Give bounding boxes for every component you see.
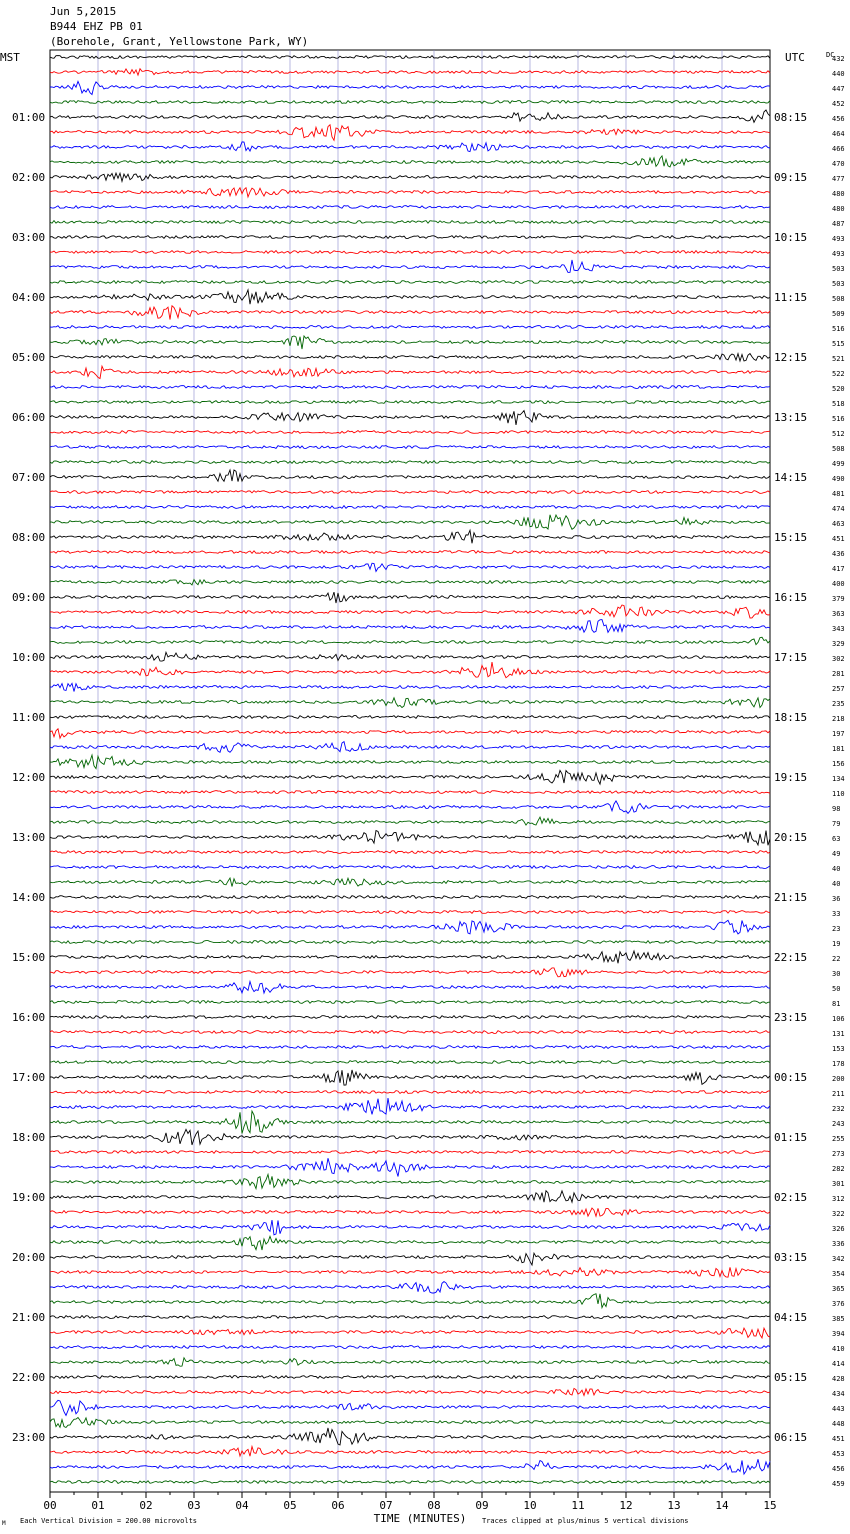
seismic-trace	[50, 515, 770, 530]
x-tick-label: 04	[235, 1499, 249, 1512]
dc-offset-label: 503	[832, 280, 845, 288]
x-tick-label: 15	[763, 1499, 777, 1512]
seismic-trace	[50, 491, 770, 494]
corner-mark: M	[2, 1520, 6, 1527]
left-hour-label: 01:00	[12, 111, 46, 124]
dc-offset-label: 474	[832, 505, 845, 513]
dc-offset-label: 480	[832, 205, 845, 213]
seismic-trace	[50, 1061, 770, 1064]
dc-offset-label: 503	[832, 265, 845, 273]
dc-offset-label: 19	[832, 940, 841, 948]
dc-offset-label: 106	[832, 1015, 845, 1023]
seismic-trace	[50, 1388, 770, 1395]
dc-offset-label: 379	[832, 595, 845, 603]
dc-offset-label: 400	[832, 580, 845, 588]
seismic-trace	[50, 1046, 770, 1049]
dc-offset-label: 428	[832, 1375, 845, 1383]
x-tick-label: 10	[523, 1499, 537, 1512]
left-hour-label: 16:00	[12, 1011, 46, 1024]
seismic-trace	[50, 506, 770, 509]
dc-offset-label: 481	[832, 490, 845, 498]
right-hour-label: 17:15	[774, 651, 808, 664]
dc-offset-label: 508	[832, 295, 845, 303]
traces	[50, 56, 770, 1484]
left-hour-label: 04:00	[12, 291, 46, 304]
header-station: B944 EHZ PB 01	[50, 20, 143, 33]
right-hour-label: 19:15	[774, 771, 808, 784]
seismic-trace	[50, 69, 770, 75]
dc-offset-label: 40	[832, 880, 841, 888]
right-hour-label: 02:15	[774, 1191, 808, 1204]
dc-offset-label: 200	[832, 1075, 845, 1083]
dc-offset-label: 453	[832, 1450, 845, 1458]
seismic-trace	[50, 173, 770, 181]
dc-offset-label: 432	[832, 55, 845, 63]
left-hour-label: 08:00	[12, 531, 46, 544]
seismic-trace	[50, 306, 770, 320]
dc-offset-label: 354	[832, 1270, 845, 1278]
dc-offset-label: 451	[832, 1435, 845, 1443]
seismic-trace	[50, 563, 770, 571]
seismic-trace	[50, 716, 770, 719]
dc-offset-label: 281	[832, 670, 845, 678]
right-hour-label: 03:15	[774, 1251, 808, 1264]
dc-offset-label: 452	[832, 100, 845, 108]
seismic-trace	[50, 1400, 770, 1415]
dc-offset-label: 257	[832, 685, 845, 693]
seismic-trace	[50, 366, 770, 378]
seismic-trace	[50, 1001, 770, 1004]
dc-offset-label: 178	[832, 1060, 845, 1068]
seismic-trace	[50, 1151, 770, 1154]
dc-offset-label: 322	[832, 1210, 845, 1218]
left-hour-label: 13:00	[12, 831, 46, 844]
seismic-trace	[50, 236, 770, 239]
left-hour-label: 03:00	[12, 231, 46, 244]
seismic-trace	[50, 401, 770, 404]
dc-offset-label: 477	[832, 175, 845, 183]
seismic-trace	[50, 637, 770, 644]
dc-offset-label: 63	[832, 835, 841, 843]
dc-offset-label: 255	[832, 1135, 845, 1143]
seismic-trace	[50, 188, 770, 197]
dc-offset-label: 273	[832, 1150, 845, 1158]
seismic-trace	[50, 1191, 770, 1203]
seismic-trace	[50, 866, 770, 869]
seismic-trace	[50, 461, 770, 464]
seismic-trace	[50, 251, 770, 254]
right-hour-label: 18:15	[774, 711, 808, 724]
dc-offset-label: 456	[832, 1465, 845, 1473]
dc-offset-label: 516	[832, 415, 845, 423]
dc-offset-label: 522	[832, 370, 845, 378]
seismic-trace	[50, 580, 770, 586]
left-hour-label: 22:00	[12, 1371, 46, 1384]
right-hour-label: 08:15	[774, 111, 808, 124]
right-hour-label: 13:15	[774, 411, 808, 424]
dc-offset-label: 302	[832, 655, 845, 663]
left-hour-label: 05:00	[12, 351, 46, 364]
seismic-trace	[50, 1376, 770, 1379]
right-hour-label: 12:15	[774, 351, 808, 364]
dc-header-label: DC	[826, 51, 835, 59]
seismic-trace	[50, 878, 770, 887]
seismic-trace	[50, 125, 770, 141]
seismic-trace	[50, 260, 770, 272]
x-tick-label: 07	[379, 1499, 393, 1512]
dc-offset-label: 463	[832, 520, 845, 528]
x-tick-label: 00	[43, 1499, 57, 1512]
dc-offset-label: 451	[832, 535, 845, 543]
seismic-trace	[50, 801, 770, 814]
seismic-trace	[50, 326, 770, 329]
left-hour-label: 07:00	[12, 471, 46, 484]
dc-offset-label: 211	[832, 1090, 845, 1098]
seismic-trace	[50, 81, 770, 94]
seismic-trace	[50, 386, 770, 389]
dc-offset-label: 329	[832, 640, 845, 648]
x-tick-label: 09	[475, 1499, 489, 1512]
seismic-trace	[50, 1328, 770, 1338]
left-hour-label: 14:00	[12, 891, 46, 904]
dc-offset-label: 493	[832, 250, 845, 258]
dc-offset-label: 81	[832, 1000, 841, 1008]
seismic-trace	[50, 530, 770, 543]
seismic-trace	[50, 411, 770, 425]
scale-note: Each Vertical Division = 200.00 microvolts	[20, 1517, 198, 1525]
seismic-trace	[50, 1428, 770, 1445]
left-hour-label: 11:00	[12, 711, 46, 724]
seismic-trace	[50, 110, 770, 122]
seismic-trace	[50, 1346, 770, 1349]
dc-offset-label: 326	[832, 1225, 845, 1233]
seismic-trace	[50, 1253, 770, 1265]
dc-offset-label: 218	[832, 715, 845, 723]
dc-offset-label: 459	[832, 1480, 845, 1488]
dc-offset-label: 480	[832, 190, 845, 198]
dc-offset-label: 521	[832, 355, 845, 363]
dc-offset-label: 443	[832, 1405, 845, 1413]
seismic-trace	[50, 354, 770, 361]
right-hour-label: 10:15	[774, 231, 808, 244]
right-hour-label: 15:15	[774, 531, 808, 544]
seismic-trace	[50, 1016, 770, 1019]
seismic-trace	[50, 1459, 770, 1474]
dc-offset-label: 23	[832, 925, 841, 933]
dc-offset-label: 436	[832, 550, 845, 558]
x-tick-label: 13	[667, 1499, 681, 1512]
labels	[12, 55, 845, 1512]
dc-offset-label: 490	[832, 475, 845, 483]
header-location: (Borehole, Grant, Yellowstone Park, WY)	[50, 35, 309, 48]
plot-frame	[50, 50, 770, 1492]
seismic-trace	[50, 742, 770, 753]
seismic-trace	[50, 221, 770, 224]
dc-offset-label: 417	[832, 565, 845, 573]
seismic-trace	[50, 982, 770, 994]
header-date: Jun 5,2015	[50, 5, 117, 18]
dc-offset-label: 456	[832, 115, 845, 123]
seismic-trace	[50, 951, 770, 963]
dc-offset-label: 515	[832, 340, 845, 348]
dc-offset-label: 509	[832, 310, 845, 318]
left-zone-label: MST	[0, 51, 20, 64]
x-tick-label: 05	[283, 1499, 297, 1512]
x-tick-label: 12	[619, 1499, 633, 1512]
dc-offset-label: 518	[832, 400, 845, 408]
dc-offset-label: 385	[832, 1315, 845, 1323]
dc-offset-label: 30	[832, 970, 841, 978]
dc-offset-label: 98	[832, 805, 841, 813]
seismic-trace	[50, 1447, 770, 1457]
left-hour-label: 12:00	[12, 771, 46, 784]
left-hour-label: 15:00	[12, 951, 46, 964]
seismic-trace	[50, 281, 770, 284]
left-hour-label: 02:00	[12, 171, 46, 184]
seismic-trace	[50, 1091, 770, 1094]
seismic-trace	[50, 652, 770, 661]
seismic-trace	[50, 770, 770, 784]
dc-offset-label: 36	[832, 895, 841, 903]
x-tick-label: 08	[427, 1499, 441, 1512]
right-hour-label: 20:15	[774, 831, 808, 844]
dc-offset-label: 312	[832, 1195, 845, 1203]
seismic-trace	[50, 290, 770, 304]
seismic-trace	[50, 1158, 770, 1176]
seismic-trace	[50, 968, 770, 977]
dc-offset-label: 131	[832, 1030, 845, 1038]
dc-offset-label: 512	[832, 430, 845, 438]
dc-offset-label: 363	[832, 610, 845, 618]
dc-offset-label: 508	[832, 445, 845, 453]
dc-offset-label: 394	[832, 1330, 845, 1338]
dc-offset-label: 520	[832, 385, 845, 393]
left-hour-label: 17:00	[12, 1071, 46, 1084]
right-zone-label: UTC	[785, 51, 805, 64]
dc-offset-label: 466	[832, 145, 845, 153]
dc-offset-label: 336	[832, 1240, 845, 1248]
dc-offset-label: 49	[832, 850, 841, 858]
seismic-trace	[50, 1111, 770, 1133]
seismic-trace	[50, 431, 770, 434]
seismic-trace	[50, 920, 770, 934]
seismic-trace	[50, 1174, 770, 1188]
dc-offset-label: 22	[832, 955, 841, 963]
right-hour-label: 23:15	[774, 1011, 808, 1024]
seismic-trace	[50, 592, 770, 603]
dc-offset-label: 440	[832, 70, 845, 78]
seismic-trace	[50, 605, 770, 618]
seismic-trace	[50, 662, 770, 678]
seismic-trace	[50, 1220, 770, 1235]
seismic-trace	[50, 56, 770, 59]
seismic-trace	[50, 1129, 770, 1145]
seismic-trace	[50, 1316, 770, 1319]
seismic-trace	[50, 941, 770, 944]
left-hour-label: 10:00	[12, 651, 46, 664]
dc-offset-label: 499	[832, 460, 845, 468]
dc-offset-label: 342	[832, 1255, 845, 1263]
seismic-trace	[50, 1031, 770, 1034]
seismic-trace	[50, 1358, 770, 1366]
dc-offset-label: 134	[832, 775, 845, 783]
dc-offset-label: 243	[832, 1120, 845, 1128]
dc-offset-label: 487	[832, 220, 845, 228]
seismic-trace	[50, 1208, 770, 1216]
dc-offset-label: 516	[832, 325, 845, 333]
seismic-trace	[50, 206, 770, 209]
dc-offset-label: 447	[832, 85, 845, 93]
seismic-trace	[50, 729, 770, 738]
dc-offset-label: 33	[832, 910, 841, 918]
x-tick-label: 03	[187, 1499, 201, 1512]
right-hour-label: 16:15	[774, 591, 808, 604]
seismic-trace	[50, 156, 770, 167]
seismic-trace	[50, 1282, 770, 1293]
right-hour-label: 22:15	[774, 951, 808, 964]
seismic-trace	[50, 1267, 770, 1277]
seismic-trace	[50, 551, 770, 554]
dc-offset-label: 197	[832, 730, 845, 738]
dc-offset-label: 181	[832, 745, 845, 753]
seismic-trace	[50, 620, 770, 633]
right-hour-label: 00:15	[774, 1071, 808, 1084]
left-hour-label: 06:00	[12, 411, 46, 424]
right-hour-label: 01:15	[774, 1131, 808, 1144]
seismic-trace	[50, 1070, 770, 1085]
dc-offset-label: 448	[832, 1420, 845, 1428]
right-hour-label: 09:15	[774, 171, 808, 184]
dc-offset-label: 235	[832, 700, 845, 708]
seismic-trace	[50, 683, 770, 691]
left-hour-label: 09:00	[12, 591, 46, 604]
right-hour-label: 06:15	[774, 1431, 808, 1444]
seismic-trace	[50, 1418, 770, 1428]
seismic-trace	[50, 896, 770, 899]
clip-note: Traces clipped at plus/minus 5 vertical divisions	[482, 1517, 689, 1525]
dc-offset-label: 464	[832, 130, 845, 138]
right-hour-label: 04:15	[774, 1311, 808, 1324]
dc-offset-label: 301	[832, 1180, 845, 1188]
right-hour-label: 14:15	[774, 471, 808, 484]
seismic-trace	[50, 755, 770, 769]
left-hour-label: 18:00	[12, 1131, 46, 1144]
x-tick-label: 06	[331, 1499, 345, 1512]
dc-offset-label: 365	[832, 1285, 845, 1293]
right-hour-label: 05:15	[774, 1371, 808, 1384]
right-hour-label: 21:15	[774, 891, 808, 904]
left-hour-label: 19:00	[12, 1191, 46, 1204]
dc-offset-label: 50	[832, 985, 841, 993]
x-axis-title: TIME (MINUTES)	[373, 1512, 467, 1525]
x-tick-label: 11	[571, 1499, 585, 1512]
seismic-trace	[50, 336, 770, 349]
seismic-trace	[50, 791, 770, 794]
dc-offset-label: 40	[832, 865, 841, 873]
seismic-trace	[50, 1098, 770, 1114]
seismic-trace	[50, 1294, 770, 1308]
left-hour-label: 21:00	[12, 1311, 46, 1324]
seismic-trace	[50, 446, 770, 449]
left-hour-label: 23:00	[12, 1431, 46, 1444]
seismic-trace	[50, 1236, 770, 1250]
dc-offset-label: 232	[832, 1105, 845, 1113]
dc-offset-label: 153	[832, 1045, 845, 1053]
dc-offset-label: 156	[832, 760, 845, 768]
dc-offset-label: 410	[832, 1345, 845, 1353]
dc-offset-label: 493	[832, 235, 845, 243]
left-hour-label: 20:00	[12, 1251, 46, 1264]
dc-offset-label: 434	[832, 1390, 845, 1398]
right-hour-label: 11:15	[774, 291, 808, 304]
dc-offset-label: 282	[832, 1165, 845, 1173]
dc-offset-label: 79	[832, 820, 841, 828]
dc-offset-label: 110	[832, 790, 845, 798]
seismic-trace	[50, 831, 770, 846]
seismic-trace	[50, 851, 770, 854]
x-tick-label: 14	[715, 1499, 729, 1512]
seismic-trace	[50, 1481, 770, 1484]
seismic-trace	[50, 698, 770, 708]
dc-offset-label: 414	[832, 1360, 845, 1368]
seismic-trace	[50, 470, 770, 482]
seismic-trace	[50, 142, 770, 152]
dc-offset-label: 470	[832, 160, 845, 168]
x-tick-label: 01	[91, 1499, 105, 1512]
seismic-trace	[50, 911, 770, 914]
x-tick-label: 02	[139, 1499, 153, 1512]
seismic-trace	[50, 817, 770, 825]
dc-offset-label: 343	[832, 625, 845, 633]
seismic-trace	[50, 101, 770, 104]
dc-offset-label: 376	[832, 1300, 845, 1308]
